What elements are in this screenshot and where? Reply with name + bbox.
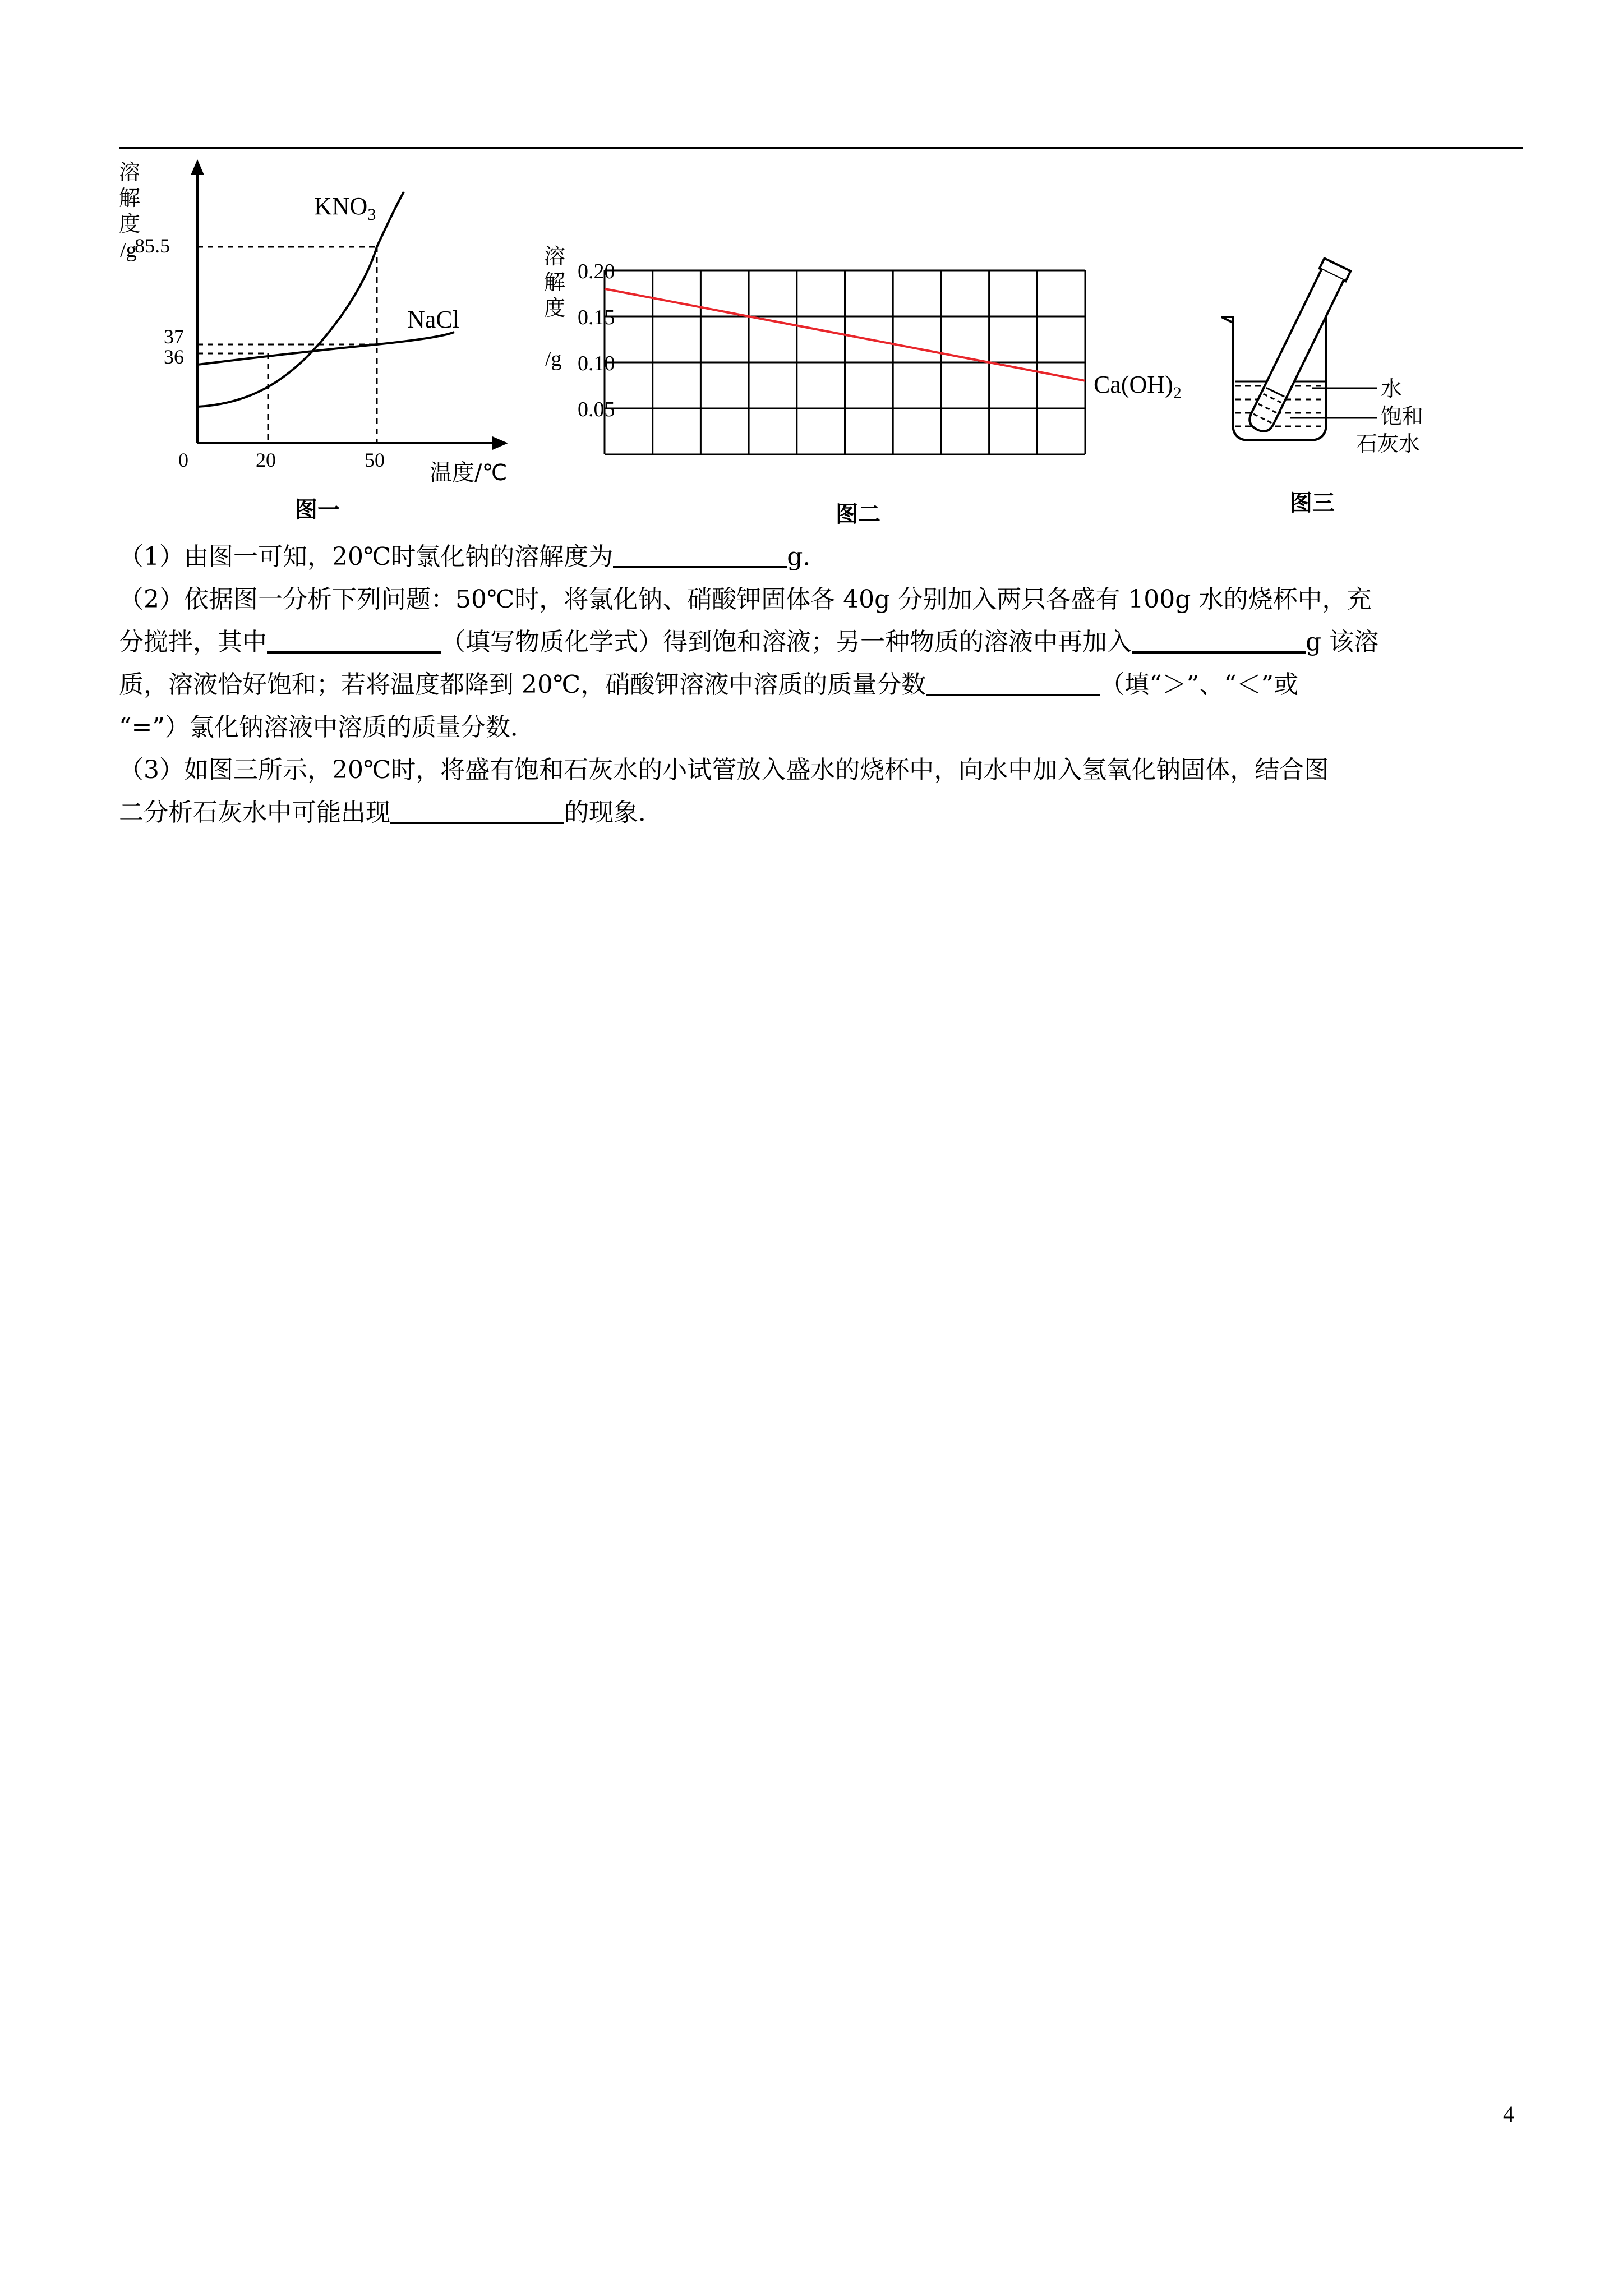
- figure1-y-label-char: /g: [120, 238, 137, 262]
- label-saturated: 饱和: [1381, 405, 1424, 429]
- figure3-caption: 图三: [1290, 490, 1335, 516]
- answer-blank[interactable]: [1132, 627, 1306, 654]
- answer-blank[interactable]: [613, 541, 787, 568]
- figure2-y-label-char: /g: [545, 347, 562, 371]
- figure-1: [112, 151, 533, 533]
- figure2-y-tick: 0.15: [578, 306, 615, 329]
- question-2-line-3: 质，溶液恰好饱和；若将温度都降到 20℃，硝酸钾溶液中溶质的质量分数 （填“＞”、“＜”或: [119, 670, 1299, 699]
- question-2-line-4: “=”）氯化钠溶液中溶质的质量分数．: [119, 713, 535, 742]
- question-3-line-2: 二分析石灰水中可能出现 的现象．: [119, 798, 663, 827]
- questions: [119, 536, 1527, 834]
- figure1-y-tick: 85.5: [135, 234, 170, 257]
- figure2-y-tick: 0.10: [578, 352, 615, 375]
- figure2-grid: [605, 270, 1085, 454]
- figure1-origin: 0: [178, 449, 188, 471]
- figure2-y-tick: 0.05: [578, 398, 615, 421]
- figure1-y-tick: 36: [164, 346, 184, 368]
- question-2-line-2: 分搅拌，其中 （填写物质化学式）得到饱和溶液；另一种物质的溶液中再加入 g 该溶: [119, 628, 1379, 656]
- question-2-line-1: （2）依据图一分析下列问题：50℃时，将氯化钠、硝酸钾固体各 40g 分别加入两只各盛有 100g 水的烧杯中，充: [119, 585, 1372, 614]
- page-number: 4: [1503, 2101, 1514, 2127]
- figure2-y-label-char: 度: [544, 297, 566, 320]
- figure1-y-label-char: 溶: [119, 161, 141, 185]
- figure1-x-tick: 50: [365, 449, 385, 471]
- figure1-y-tick: 37: [164, 325, 184, 348]
- figure2-caoh2-label: $Ca(OH)_2$: [1094, 371, 1182, 402]
- figure1-y-label-char: 度: [119, 213, 141, 236]
- figure1-x-label: 温度/℃: [430, 460, 508, 486]
- figure-2-chart: [538, 241, 1211, 539]
- figure1-y-arrow: [191, 159, 204, 175]
- figure1-guides: [197, 247, 377, 443]
- figure1-y-label-char: 解: [119, 187, 141, 210]
- figure1-kno3-curve: [197, 192, 404, 407]
- question-1: （1）由图一可知，20℃时氯化钠的溶解度为 g．: [119, 542, 828, 571]
- figure2-caption: 图二: [836, 501, 880, 527]
- figure-3: [1206, 241, 1497, 533]
- label-water: 水: [1381, 378, 1403, 401]
- answer-blank[interactable]: [926, 669, 1100, 696]
- figure1-nacl-label: NaCl: [407, 306, 459, 333]
- figure1-caption: 图一: [295, 497, 340, 523]
- test-tube-icon: [1244, 258, 1350, 436]
- figure2-y-tick: 0.20: [578, 260, 615, 283]
- header-rule: [119, 147, 1523, 149]
- figure1-kno3-label: $KNO_3$: [314, 192, 376, 224]
- question-3-line-1: （3）如图三所示，20℃时，将盛有饱和石灰水的小试管放入盛水的烧杯中，向水中加入氢氧化钠固体，结合图: [119, 756, 1329, 784]
- figure1-x-tick: 20: [256, 449, 276, 471]
- answer-blank[interactable]: [390, 797, 564, 824]
- figure2-y-ticks: [578, 260, 615, 421]
- answer-blank[interactable]: [267, 627, 441, 654]
- figure2-y-label-char: 溶: [544, 245, 566, 269]
- label-limewater: 石灰水: [1356, 432, 1421, 456]
- figure2-y-label: [544, 245, 565, 371]
- figure1-x-arrow: [492, 436, 508, 450]
- figure2-y-label-char: 解: [544, 271, 566, 295]
